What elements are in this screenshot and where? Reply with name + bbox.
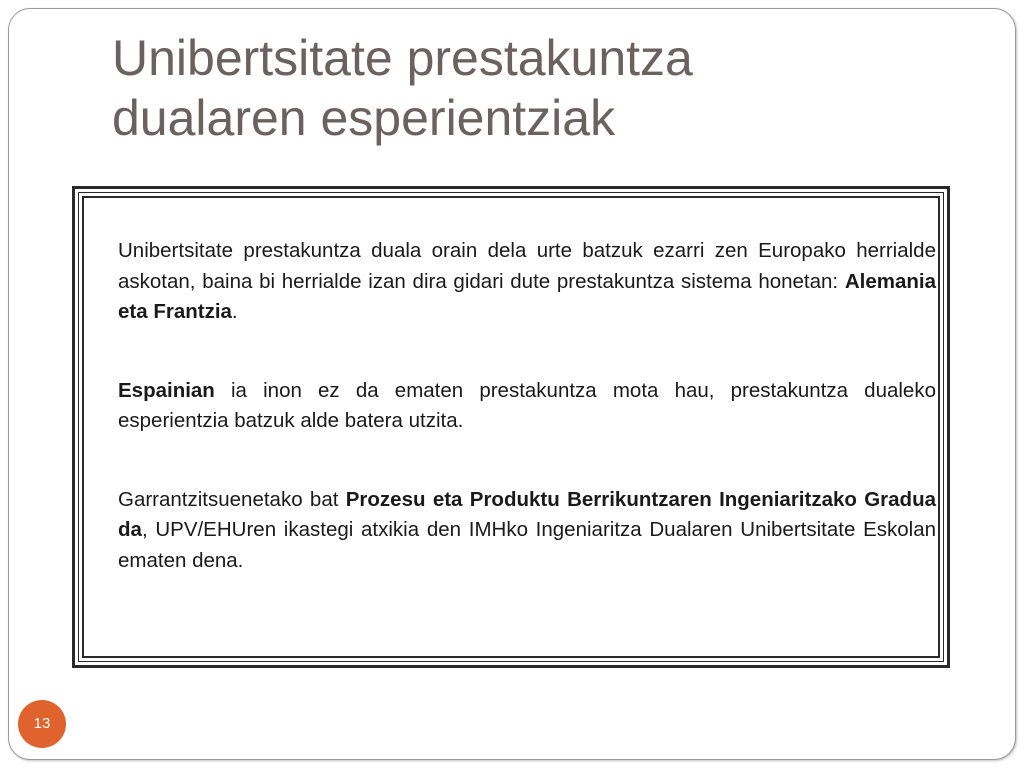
paragraph-3-text-b: , UPV/EHUren ikastegi atxikia den IMHko Ingeniaritza Dualaren Unibertsitate Eskolan ematen dena. xyxy=(118,518,936,572)
paragraph-1-bold: Alemania eta Frantzia xyxy=(118,269,936,323)
paragraph-1 xyxy=(118,236,936,328)
paragraph-2-text: ia inon ez da ematen prestakuntza mota hau, prestakuntza dualeko esperientzia batzuk alde batera utzita. xyxy=(118,378,936,432)
paragraph-2 xyxy=(118,376,936,437)
paragraph-3-bold: Prozesu eta Produktu Berrikuntzaren Ingeniaritzako Gradua da xyxy=(118,487,936,541)
content-text xyxy=(118,236,936,624)
page-number-badge xyxy=(18,700,66,748)
slide-title xyxy=(112,28,912,148)
paragraph-3 xyxy=(118,485,936,577)
slide-title-line-2: dualaren esperientziak xyxy=(112,90,616,146)
slide-title-line-1: Unibertsitate prestakuntza xyxy=(112,30,693,86)
paragraph-3-text-a: Garrantzitsuenetako bat xyxy=(118,487,346,511)
page-number: 13 xyxy=(33,715,51,732)
paragraph-2-bold: Espainian xyxy=(118,378,215,402)
paragraph-1-text-a: Unibertsitate prestakuntza duala orain dela urte batzuk ezarri zen Europako herrialde askotan, baina bi herrialde izan dira gidari dute prestakuntza sistema honetan: xyxy=(118,239,936,293)
paragraph-1-text-b: . xyxy=(231,300,238,323)
